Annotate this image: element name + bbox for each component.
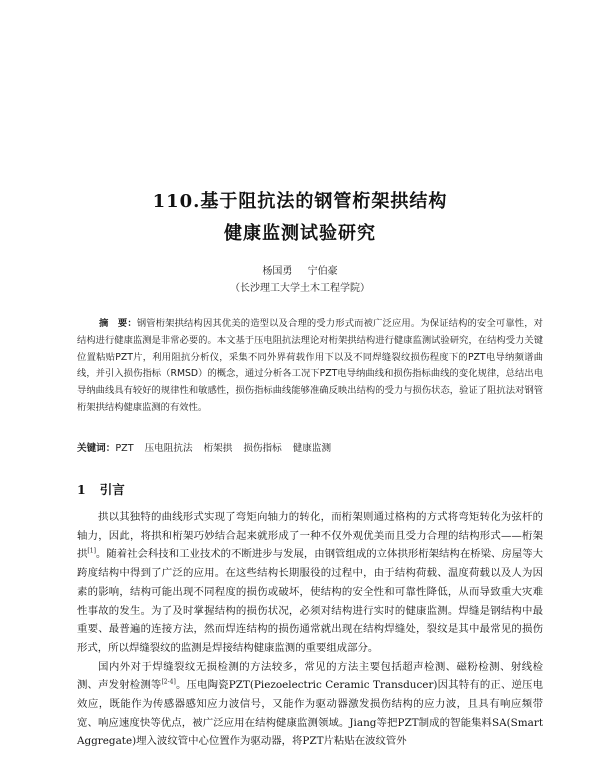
- abstract: [77, 316, 543, 417]
- abstract-label: 摘 要：: [99, 318, 137, 329]
- author-name: 杨国勇: [262, 266, 293, 277]
- body-text: [77, 508, 543, 751]
- section-number: 1: [77, 482, 86, 497]
- affiliation: （长沙理工大学土木工程学院）: [230, 283, 370, 294]
- paragraph-text: 。随着社会科技和工业技术的不断进步与发展，由钢管组成的立体拱形桁架结构在桥梁、房屋等大跨度结构中得到了广泛的应用。在这些结构长期服役的过程中，由于结构荷载、温度荷载以及人为因素的影响，结构可能出现不同程度的损伤或破坏，使结构的安全性和可靠性降低，从而导致重大灾难性事故的发生。为了及时掌握结构的损伤状况，必须对结构进行实时的健康监测。焊缝是钢结构中最重要、最普遍的连接方法，然而焊连结构的损伤通常就出现在结构焊缝处，裂纹是其中最常见的损伤形式，所以焊缝裂纹的监测是焊接结构健康监测的重要组成部分。: [77, 548, 544, 654]
- author-name: 宁伯豪: [307, 266, 338, 277]
- keyword: PZT: [115, 443, 134, 454]
- paragraph-text: 国内外对于焊缝裂纹无损检测的方法较多，常见的方法主要包括超声检测、磁粉检测、射线检测、声发射检测等: [77, 660, 543, 692]
- section-heading: [77, 480, 125, 498]
- keywords: [77, 440, 543, 454]
- section-title: 引言: [99, 482, 125, 497]
- keyword: 压电阻抗法: [144, 443, 193, 454]
- paragraph: [77, 658, 543, 752]
- keywords-label: 关键词：: [77, 443, 116, 454]
- keyword: 损伤指标: [243, 443, 282, 454]
- keyword: 健康监测: [292, 443, 332, 454]
- abstract-text: 钢管桁架拱结构因其优美的造型以及合理的受力形式而被广泛应用。为保证结构的安全可靠性，对结构进行健康监测是非常必要的。本文基于压电阻抗法理论对桁架拱结构进行健康监测试验研究，在结构受力关键位置粘贴PZT片，利用阻抗分析仪，采集不同外界荷载作用下以及不同焊缝裂纹损伤程度下的PZT电导纳频谱曲线，并引入损伤指标（RMSD）的概念，通过分析各工况下PZT电导纳曲线和损伤指标曲线的变化规律，总结出电导纳曲线具有较好的规律性和敏感性，损伤指标曲线能够准确反映出结构的受力与损伤状态，验证了阻抗法对钢管桁架拱结构健康监测的有效性。: [77, 318, 543, 413]
- citation-ref: [2-4]: [161, 678, 176, 686]
- paragraph-text: 拱以其独特的曲线形式实现了弯矩向轴力的转化，而桁架则通过格构的方式将弯矩转化为弦杆的轴力，因此，将拱和桁架巧妙结合起来就形成了一种不仅外观优美而且受力合理的结构形式——桁架拱: [77, 511, 543, 561]
- paragraph: [77, 508, 543, 658]
- citation-ref: [1]: [87, 547, 96, 555]
- author-list: [0, 262, 600, 277]
- paper-title-line-2: 健康监测试验研究: [224, 223, 376, 244]
- paragraph-text: 。压电陶瓷PZT(Piezoelectric Ceramic Transducer)因其特有的正、逆压电效应，既能作为传感器感知应力波信号，又能作为驱动器激发损伤结构的应力波，且具有响应频带宽、响应速度快等优点，被广泛应用在结构健康监测领域。Jiang等把PZT制成的智能集料SA(Smart Aggregate)埋入波纹管中心位置作为驱动器，将PZT片粘贴在波纹管外: [77, 679, 543, 748]
- keyword: 桁架拱: [203, 443, 233, 454]
- paper-title-line-1: 110.基于阻抗法的钢管桁架拱结构: [152, 191, 448, 212]
